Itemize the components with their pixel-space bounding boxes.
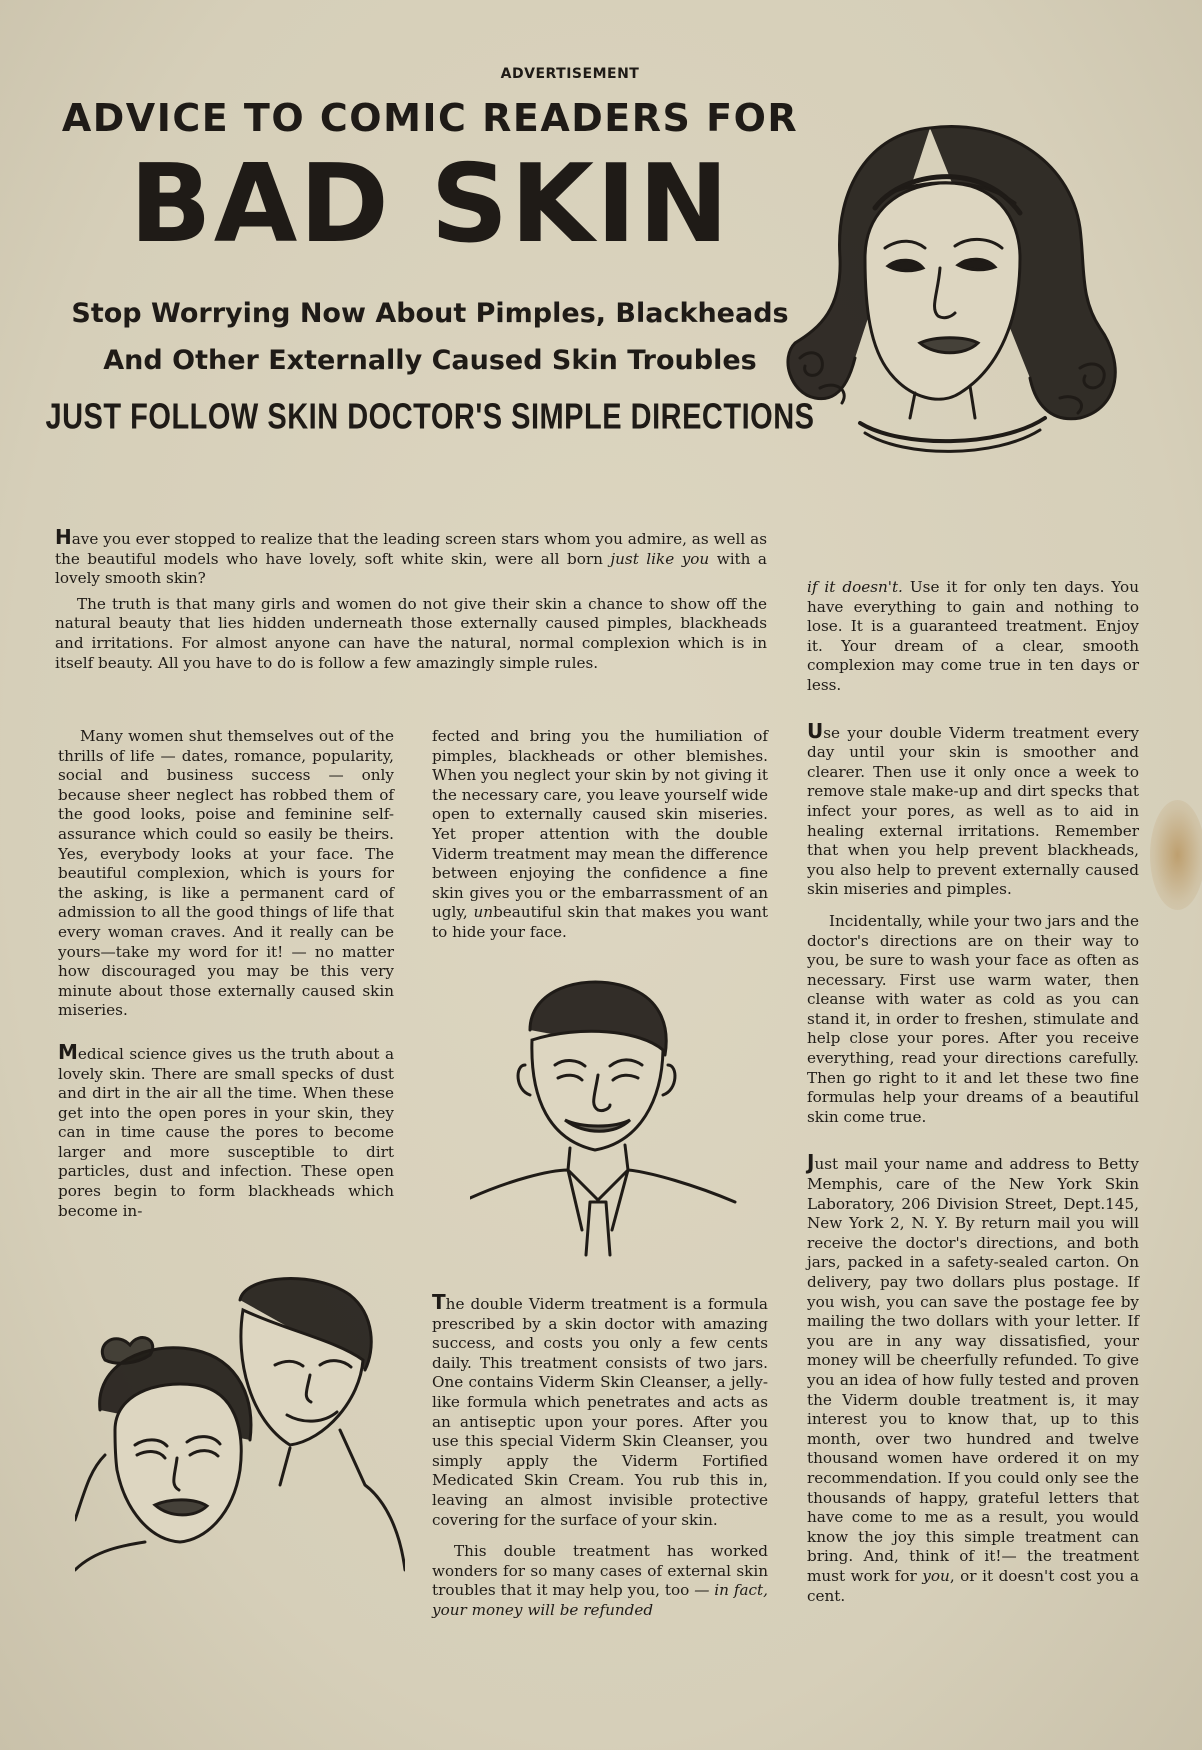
col2-paragraph-2: The double Viderm treatment is a formula prescribed by a skin doctor with amazing success, and costs you only a few cents daily. This treatment consists of two jars. One contains Viderm Skin Cleanser, a jelly-like formula which penetrates and acts as an antiseptic upon your pores. After you use this special Viderm Skin Cleanser, you simply apply the Viderm Fortified Medicated Skin Cream. You rub this in, leaving an almost invisible protective covering for the surface of your skin. xyxy=(432,1290,768,1529)
col1-paragraph-1: Many women shut themselves out of the thrills of life — dates, romance, popularity, social and business success — only because sheer neglect has robbed them of the good looks, poise and feminine self-assurance which could so easily be theirs. Yes, everybody looks at your face. The beautiful complexion, which is yours for the asking, is like a permanent card of admission to all the good things of life that every woman craves. And it really can be yours—take my word for it! — no matter how discouraged you may be this very minute about those externally caused skin miseries. xyxy=(58,727,394,1020)
subheadline-line2: And Other Externally Caused Skin Troubles xyxy=(103,345,757,376)
drop-cap: T xyxy=(432,1290,446,1314)
couple-illustration xyxy=(75,1270,405,1575)
column-1 xyxy=(58,727,394,1221)
column-2-bottom xyxy=(432,1290,768,1621)
headline-top: ADVICE TO COMIC READERS FOR xyxy=(61,96,799,140)
col3-paragraph-3: Just mail your name and address to Betty Memphis, care of the New York Skin Laboratory, 206 Division Street, Dept.145, New York 2, N. Y. By return mail you will receive the doctor's directions, and both jars, packed in a safety-sealed carton. On delivery, pay two dollars plus postage. If you wish, you can save the postage fee by mailing the two dollars with your letter. If you are in any way dissatisfied, your money will be cheerfully refunded. To give you an idea of how fully tested and proven the Viderm double treatment is, it may interest you to know that, up to this month, over two hundred and twelve thousand women have ordered it on my recommendation. If you could only see the thousands of happy, grateful letters that have come to me as a result, you would know the joy this simple treatment can bring. And, think of it!— the treatment must work for you, or it doesn't cost you a cent. xyxy=(807,1150,1139,1605)
tagline: JUST FOLLOW SKIN DOCTOR'S SIMPLE DIRECTIONS xyxy=(45,397,815,437)
subheadline-line1: Stop Worrying Now About Pimples, Blackheads xyxy=(71,298,789,329)
drop-cap: J xyxy=(807,1150,815,1175)
col3-paragraph-1: Use your double Viderm treatment every day until your skin is smoother and clearer. Then use it only once a week to remove stale make-up and dirt specks that infect your pores, as well as to aid in healing external irritations. Remember that when you help prevent blackheads, you also help to prevent externally caused skin miseries and pimples. xyxy=(807,718,1139,899)
intro-paragraph-2: The truth is that many girls and women do not give their skin a chance to show off the natural beauty that lies hidden underneath those externally caused pimples, blackheads and irritations. For almost anyone can have the natural, normal complexion which is in itself beauty. All you have to do is follow a few amazingly simple rules. xyxy=(55,594,767,672)
intro-text xyxy=(55,525,767,673)
column-2-top xyxy=(432,727,768,943)
drop-cap: U xyxy=(807,718,824,743)
woman-portrait-illustration xyxy=(780,118,1140,503)
drop-cap: H xyxy=(55,525,72,549)
intro-paragraph-1: Have you ever stopped to realize that the leading screen stars whom you admire, as well as the beautiful models who have lovely, soft white skin, were all born just like you with a lovely smooth skin? xyxy=(55,525,767,588)
young-man-illustration xyxy=(470,970,740,1260)
col1-paragraph-2: Medical science gives us the truth about a lovely skin. There are small specks of dust and dirt in the air all the time. When these get into the open pores in your skin, they can in time cause the pores to become larger and more susceptible to dirt particles, dust and infection. These open pores begin to form blackheads which become in- xyxy=(58,1039,394,1220)
headline-main: BAD SKIN xyxy=(129,142,731,267)
column-3 xyxy=(807,578,1139,1606)
col2-paragraph-1: fected and bring you the humiliation of pimples, blackheads or other blemishes. When you neglect your skin by not giving it the necessary care, you leave yourself wide open to externally caused skin miseries. Yet proper attention with the double Viderm treatment may mean the difference between enjoying the confidence a fine skin gives you or the embarrassment of an ugly, unbeautiful skin that makes you want to hide your face. xyxy=(432,727,769,941)
col3-paragraph-2: Incidentally, while your two jars and the doctor's directions are on their way to you, be sure to wash your face as often as necessary. First use warm water, then cleanse with water as cold as you can stand it, in order to freshen, stimulate and help close your pores. After you receive everything, read your directions carefully. Then go right to it and let these two fine formulas help your dreams of a beautiful skin come true. xyxy=(807,911,1139,1126)
paper-stain xyxy=(1150,800,1202,910)
col2-paragraph-3: This double treatment has worked wonders for so many cases of external skin troubles that it may help you, too — in fact, your money will be refunded xyxy=(432,1542,768,1619)
col3-paragraph-0: if it doesn't. Use it for only ten days. You have everything to gain and nothing to lose. It is a guaranteed treatment. Enjoy it. Your dream of a clear, smooth complexion may come true in ten days or less. xyxy=(807,578,1139,694)
subheadline xyxy=(40,290,820,384)
drop-cap: M xyxy=(58,1039,78,1064)
advertisement-label: ADVERTISEMENT xyxy=(500,66,640,82)
